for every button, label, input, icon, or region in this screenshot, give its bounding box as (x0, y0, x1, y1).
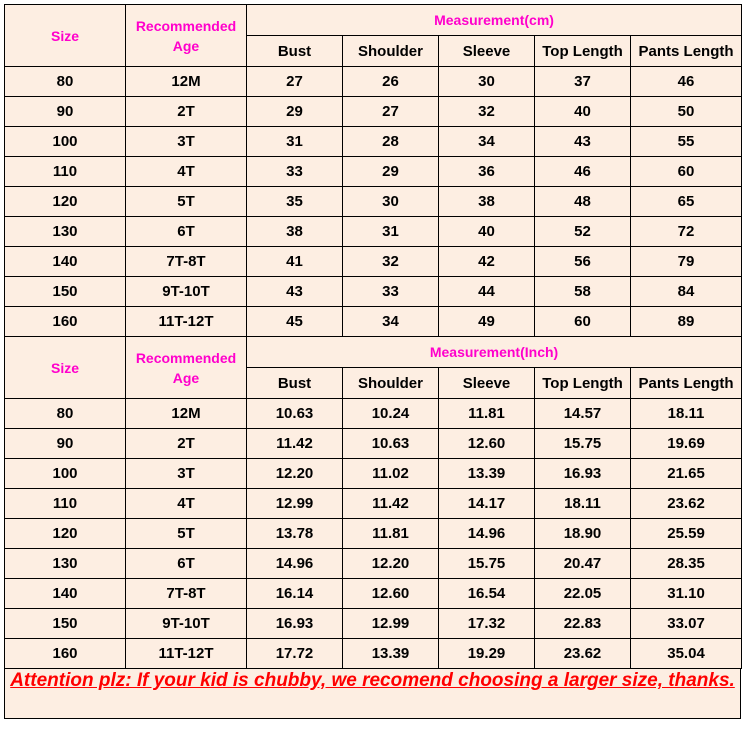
table-cell: 20.47 (535, 549, 631, 579)
table-cell: 3T (126, 459, 247, 489)
table-cell: 11.02 (343, 459, 439, 489)
chubby-size-notice: Attention plz: If your kid is chubby, we recomend choosing a larger size, thanks. (4, 669, 741, 719)
table-cell: 45 (247, 307, 343, 337)
table-cell: 12M (126, 399, 247, 429)
table-cell: 6T (126, 549, 247, 579)
table-cell: 160 (5, 307, 126, 337)
table-cell: 17.32 (439, 609, 535, 639)
table-cell: 29 (247, 97, 343, 127)
table-cell: 32 (343, 247, 439, 277)
table-cell: 30 (439, 67, 535, 97)
table-cell: 22.05 (535, 579, 631, 609)
table-cell: 30 (343, 187, 439, 217)
header-row (5, 5, 742, 36)
table-cell: 28.35 (631, 549, 742, 579)
table-cell: 140 (5, 247, 126, 277)
table-cell: 40 (439, 217, 535, 247)
table-cell: 60 (535, 307, 631, 337)
table-cell: 37 (535, 67, 631, 97)
column-header: Bust (247, 368, 343, 399)
table-cell: 12.60 (439, 429, 535, 459)
table-row (5, 399, 742, 429)
table-cell: 150 (5, 277, 126, 307)
table-cell: 11T-12T (126, 639, 247, 669)
table-cell: 9T-10T (126, 277, 247, 307)
table-cell: 34 (343, 307, 439, 337)
table-cell: 80 (5, 67, 126, 97)
table-cell: 41 (247, 247, 343, 277)
table-cell: 5T (126, 519, 247, 549)
column-header: Sleeve (439, 368, 535, 399)
table-cell: 35.04 (631, 639, 742, 669)
table-row (5, 429, 742, 459)
table-cell: 48 (535, 187, 631, 217)
table-cell: 60 (631, 157, 742, 187)
table-cell: 12M (126, 67, 247, 97)
table-cell: 49 (439, 307, 535, 337)
column-header: Top Length (535, 36, 631, 67)
table-cell: 90 (5, 97, 126, 127)
table-cell: 31 (247, 127, 343, 157)
table-cell: 90 (5, 429, 126, 459)
table-cell: 11T-12T (126, 307, 247, 337)
table-cell: 3T (126, 127, 247, 157)
column-header: Pants Length (631, 368, 742, 399)
table-cell: 15.75 (535, 429, 631, 459)
table-cell: 23.62 (631, 489, 742, 519)
table-cell: 12.99 (343, 609, 439, 639)
size-header: Size (5, 337, 126, 399)
table-cell: 11.42 (247, 429, 343, 459)
measurement-header: Measurement(Inch) (247, 337, 742, 368)
column-header: Shoulder (343, 368, 439, 399)
table-cell: 25.59 (631, 519, 742, 549)
table-cell: 58 (535, 277, 631, 307)
table-cell: 46 (631, 67, 742, 97)
table-row (5, 609, 742, 639)
table-cell: 19.69 (631, 429, 742, 459)
table-cell: 42 (439, 247, 535, 277)
table-cell: 56 (535, 247, 631, 277)
table-cell: 2T (126, 429, 247, 459)
table-cell: 14.17 (439, 489, 535, 519)
table-cell: 150 (5, 609, 126, 639)
table-cell: 100 (5, 127, 126, 157)
table-cell: 16.54 (439, 579, 535, 609)
table-cell: 130 (5, 217, 126, 247)
table-cell: 19.29 (439, 639, 535, 669)
table-cell: 38 (247, 217, 343, 247)
table-cell: 120 (5, 187, 126, 217)
table-cell: 120 (5, 519, 126, 549)
table-cell: 21.65 (631, 459, 742, 489)
table-cell: 22.83 (535, 609, 631, 639)
column-header: Shoulder (343, 36, 439, 67)
table-cell: 31.10 (631, 579, 742, 609)
table-cell: 38 (439, 187, 535, 217)
size-header: Size (5, 5, 126, 67)
table-row (5, 489, 742, 519)
table-cell: 11.81 (343, 519, 439, 549)
table-cell: 18.11 (535, 489, 631, 519)
table-row (5, 579, 742, 609)
table-cell: 12.20 (247, 459, 343, 489)
column-header: Top Length (535, 368, 631, 399)
table-cell: 23.62 (535, 639, 631, 669)
table-cell: 46 (535, 157, 631, 187)
table-cell: 13.39 (343, 639, 439, 669)
table-cell: 14.96 (439, 519, 535, 549)
table-cell: 6T (126, 217, 247, 247)
table-cell: 11.42 (343, 489, 439, 519)
table-row (5, 247, 742, 277)
column-header: Sleeve (439, 36, 535, 67)
table-row (5, 459, 742, 489)
table-cell: 26 (343, 67, 439, 97)
table-cell: 40 (535, 97, 631, 127)
table-cell: 10.63 (247, 399, 343, 429)
table-cell: 12.99 (247, 489, 343, 519)
table-cell: 36 (439, 157, 535, 187)
table-cell: 34 (439, 127, 535, 157)
table-row (5, 67, 742, 97)
table-cell: 100 (5, 459, 126, 489)
table-cell: 110 (5, 489, 126, 519)
table-row (5, 217, 742, 247)
table-cell: 50 (631, 97, 742, 127)
column-header: Bust (247, 36, 343, 67)
table-cell: 89 (631, 307, 742, 337)
table-cell: 12.60 (343, 579, 439, 609)
table-row (5, 639, 742, 669)
size-chart-table (4, 4, 742, 669)
table-cell: 28 (343, 127, 439, 157)
table-cell: 80 (5, 399, 126, 429)
table-cell: 110 (5, 157, 126, 187)
table-cell: 32 (439, 97, 535, 127)
recommended-age-header: Recommended Age (126, 5, 247, 67)
table-cell: 7T-8T (126, 247, 247, 277)
table-cell: 10.24 (343, 399, 439, 429)
table-cell: 27 (343, 97, 439, 127)
table-row (5, 519, 742, 549)
table-cell: 31 (343, 217, 439, 247)
table-cell: 52 (535, 217, 631, 247)
table-cell: 55 (631, 127, 742, 157)
table-row (5, 97, 742, 127)
table-cell: 29 (343, 157, 439, 187)
table-cell: 7T-8T (126, 579, 247, 609)
table-cell: 130 (5, 549, 126, 579)
table-cell: 79 (631, 247, 742, 277)
table-cell: 16.93 (535, 459, 631, 489)
table-row (5, 157, 742, 187)
table-cell: 65 (631, 187, 742, 217)
table-cell: 27 (247, 67, 343, 97)
column-header: Pants Length (631, 36, 742, 67)
table-cell: 33 (343, 277, 439, 307)
table-cell: 33.07 (631, 609, 742, 639)
table-cell: 16.14 (247, 579, 343, 609)
table-cell: 12.20 (343, 549, 439, 579)
table-cell: 35 (247, 187, 343, 217)
table-cell: 5T (126, 187, 247, 217)
table-cell: 160 (5, 639, 126, 669)
table-cell: 13.39 (439, 459, 535, 489)
table-cell: 43 (247, 277, 343, 307)
header-row (5, 337, 742, 368)
table-cell: 9T-10T (126, 609, 247, 639)
table-cell: 44 (439, 277, 535, 307)
table-row (5, 127, 742, 157)
table-cell: 10.63 (343, 429, 439, 459)
table-cell: 2T (126, 97, 247, 127)
table-cell: 18.11 (631, 399, 742, 429)
recommended-age-header: Recommended Age (126, 337, 247, 399)
table-cell: 84 (631, 277, 742, 307)
table-row (5, 549, 742, 579)
table-cell: 17.72 (247, 639, 343, 669)
table-cell: 15.75 (439, 549, 535, 579)
table-cell: 18.90 (535, 519, 631, 549)
size-chart (4, 4, 741, 719)
table-cell: 140 (5, 579, 126, 609)
table-cell: 4T (126, 489, 247, 519)
table-cell: 4T (126, 157, 247, 187)
table-cell: 14.96 (247, 549, 343, 579)
table-cell: 13.78 (247, 519, 343, 549)
table-cell: 16.93 (247, 609, 343, 639)
table-cell: 33 (247, 157, 343, 187)
table-cell: 43 (535, 127, 631, 157)
table-cell: 72 (631, 217, 742, 247)
table-cell: 14.57 (535, 399, 631, 429)
table-cell: 11.81 (439, 399, 535, 429)
table-row (5, 187, 742, 217)
table-row (5, 307, 742, 337)
measurement-header: Measurement(cm) (247, 5, 742, 36)
table-row (5, 277, 742, 307)
